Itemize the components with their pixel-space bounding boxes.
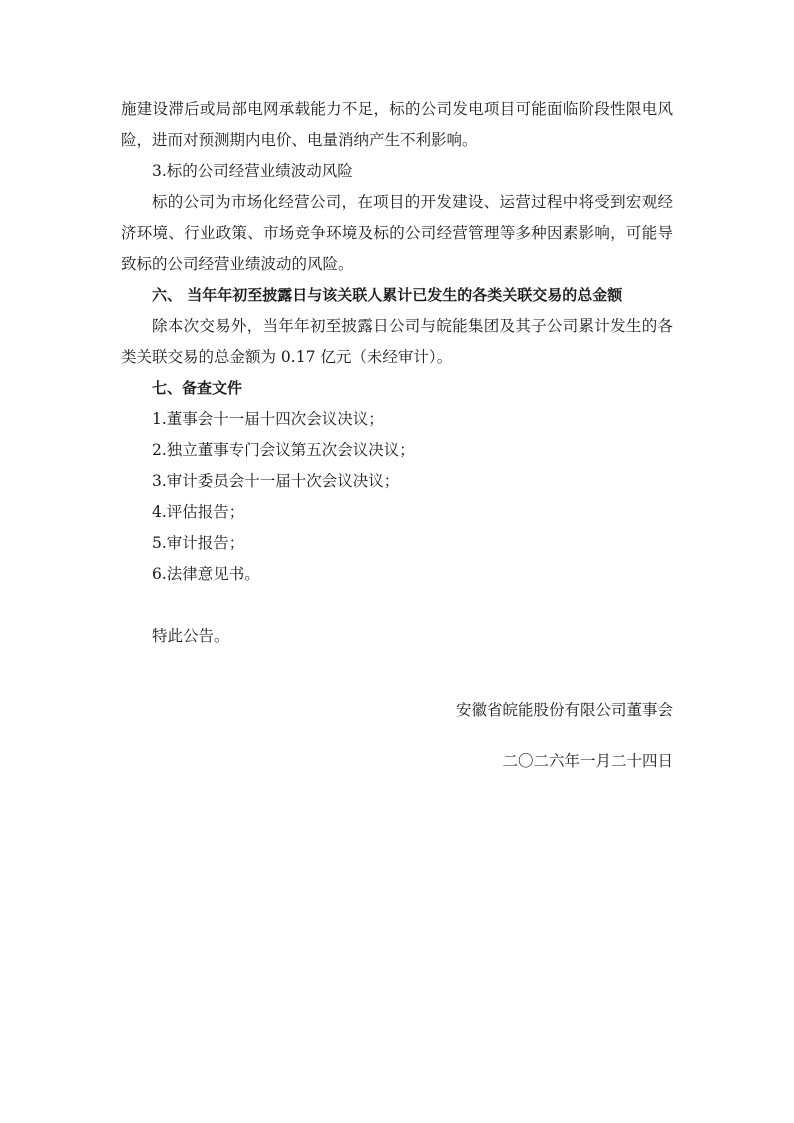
file-item-5: 5.审计报告； <box>152 534 245 552</box>
file-item-2: 2.独立董事专门会议第五次会议决议； <box>152 441 415 459</box>
file-item-6: 6.法律意见书。 <box>152 565 260 583</box>
section6-body: 除本次交易外，当年年初至披露日公司与皖能集团及其子公司累计发生的各类关联交易的总金额为 0.17 亿元（未经审计）。 <box>121 317 673 366</box>
section7-heading: 七、备查文件 <box>152 379 243 397</box>
file-item-1: 1.董事会十一届十四次会议决议； <box>152 410 384 428</box>
section6-heading: 六、 当年年初至披露日与该关联人累计已发生的各类关联交易的总金额 <box>152 286 623 304</box>
file-item-4: 4.评估报告； <box>152 503 245 521</box>
file-item-3: 3.审计委员会十一届十次会议决议； <box>152 472 400 490</box>
date: 二〇二六年一月二十四日 <box>502 752 673 770</box>
risk3-body: 标的公司为市场化经营公司，在项目的开发建设、运营过程中将受到宏观经济环境、行业政策、市场竞争环境及标的公司经营管理等多种因素影响，可能导致标的公司经营业绩波动的风险。 <box>121 193 673 273</box>
paragraph-continuation: 施建设滞后或局部电网承载能力不足，标的公司发电项目可能面临阶段性限电风险，进而对预测期内电价、电量消纳产生不利影响。 <box>121 100 673 149</box>
signature: 安徽省皖能股份有限公司董事会 <box>455 701 673 719</box>
risk3-title: 3.标的公司经营业绩波动风险 <box>152 162 353 180</box>
closing-text: 特此公告。 <box>152 627 230 645</box>
